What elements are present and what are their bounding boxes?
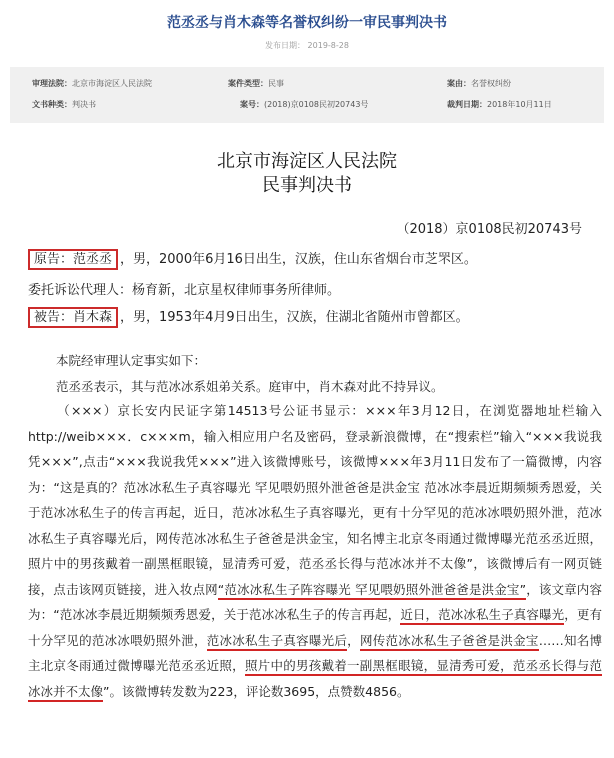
court-value: 北京市海淀区人民法院 <box>72 79 152 88</box>
evidence-text-e: ……知名博主北京冬雨通过微博曝光范丞丞近照， <box>28 632 602 673</box>
agent-line: 委托诉讼代理人：杨育新，北京星权律师事务所律师。 <box>28 283 341 298</box>
case-type-value: 民事 <box>268 79 284 88</box>
cause-label: 案由： <box>447 79 471 88</box>
evidence-text-d: ， <box>347 632 360 648</box>
case-number-value: (2018)京0108民初20743号 <box>264 100 369 109</box>
case-number-label: 案号： <box>240 100 264 109</box>
defendant-line <box>28 306 469 325</box>
court-field <box>32 78 152 89</box>
notarial-evidence-paragraph <box>28 398 602 704</box>
document-type-heading: 民事判决书 <box>262 175 352 196</box>
findings-intro: 本院经审理认定事实如下： <box>56 353 207 368</box>
doc-type-field <box>32 99 96 110</box>
underlined-claim-2: 范冰冰私生子真容曝光后 <box>207 633 347 651</box>
case-number: （2018）京0108民初20743号 <box>396 222 582 237</box>
evidence-text-b: ，该文章内容为：“范冰冰李晨近期频频秀恩爱，关于范冰冰私生子的传言再起， <box>28 581 602 622</box>
plaintiff-line <box>28 248 477 267</box>
judgment-date-label: 裁判日期： <box>447 100 487 109</box>
underlined-claim-1: 近日，范冰冰私生子真容曝光 <box>400 607 564 625</box>
judgment-date-value: 2018年10月11日 <box>487 100 552 109</box>
case-type-field <box>228 78 284 89</box>
document-title: 范丞丞与肖木森等名誉权纠纷一审民事判决书 <box>167 15 447 31</box>
court-name: 北京市海淀区人民法院 <box>217 151 397 172</box>
evidence-text-a: （×××）京长安内民证字第14513号公证书显示：×××年3月12日，在浏览器地址栏输入http://weib×××．c×××m，输入相应用户名及密码，登录新浪微博，在“搜索栏”输入“×××我说我凭×××”,点击“×××我说我凭×××”进入该微博账号，该微博×××年3月11日发布了一篇微博，内容为：“这是真的？范冰冰私生子真容曝光 罕见喂奶照外泄爸爸是洪金宝 范冰冰李晨近期频频秀恩爱，关于范冰冰私生子的传言再起，近日，范冰冰私生子真容曝光，更有十分罕见的范冰冰喂奶照外泄，范冰冰私生子真容曝光后，网传范冰冰私生子爸爸是洪金宝，知名博主北京冬雨通过微博曝光范丞丞近照，照片中的男孩戴着一副黑框眼镜，显清秀可爱，范丞丞长得与范冰冰并不太像”，该微博后有一网页链接，点击该网页链接，进入妆点网 <box>28 403 602 597</box>
evidence-text-f: ”。该微博转发数为223，评论数3695，点赞数4856。 <box>103 683 410 699</box>
case-number-field <box>240 99 368 110</box>
cause-value: 名誉权纠纷 <box>471 79 511 88</box>
plaintiff-highlight-box: 原告：范丞丞 <box>28 249 118 270</box>
underlined-article-title: “范冰冰私生子阵容曝光 罕见喂奶照外泄爸爸是洪金宝” <box>218 582 526 600</box>
relation-paragraph: 范丞丞表示，其与范冰冰系姐弟关系。庭审中，肖木森对此不持异议。 <box>56 379 444 394</box>
plaintiff-details: ，男，2000年6月16日出生，汉族，住山东省烟台市芝罘区。 <box>120 252 477 267</box>
defendant-highlight-box: 被告：肖木森 <box>28 307 118 328</box>
publish-date: 发布日期： 2019-8-28 <box>265 41 349 50</box>
underlined-claim-3: 网传范冰冰私生子爸爸是洪金宝 <box>360 633 539 651</box>
case-metadata-panel <box>10 67 604 123</box>
judgment-date-field <box>447 99 552 110</box>
court-label: 审理法院： <box>32 79 72 88</box>
case-type-label: 案件类型： <box>228 79 268 88</box>
doc-type-value: 判决书 <box>72 100 96 109</box>
cause-field <box>447 78 511 89</box>
defendant-details: ，男，1953年4月9日出生，汉族，住湖北省随州市曾都区。 <box>120 310 469 325</box>
document-heading <box>0 150 614 198</box>
underlined-claim-4: 照片中的男孩戴着一副黑框眼镜，显清秀可爱，范丞丞长得与范冰冰并不太像 <box>28 658 602 702</box>
doc-type-label: 文书种类： <box>32 100 72 109</box>
evidence-text-c: ，更有十分罕见的范冰冰喂奶照外泄， <box>28 607 602 648</box>
